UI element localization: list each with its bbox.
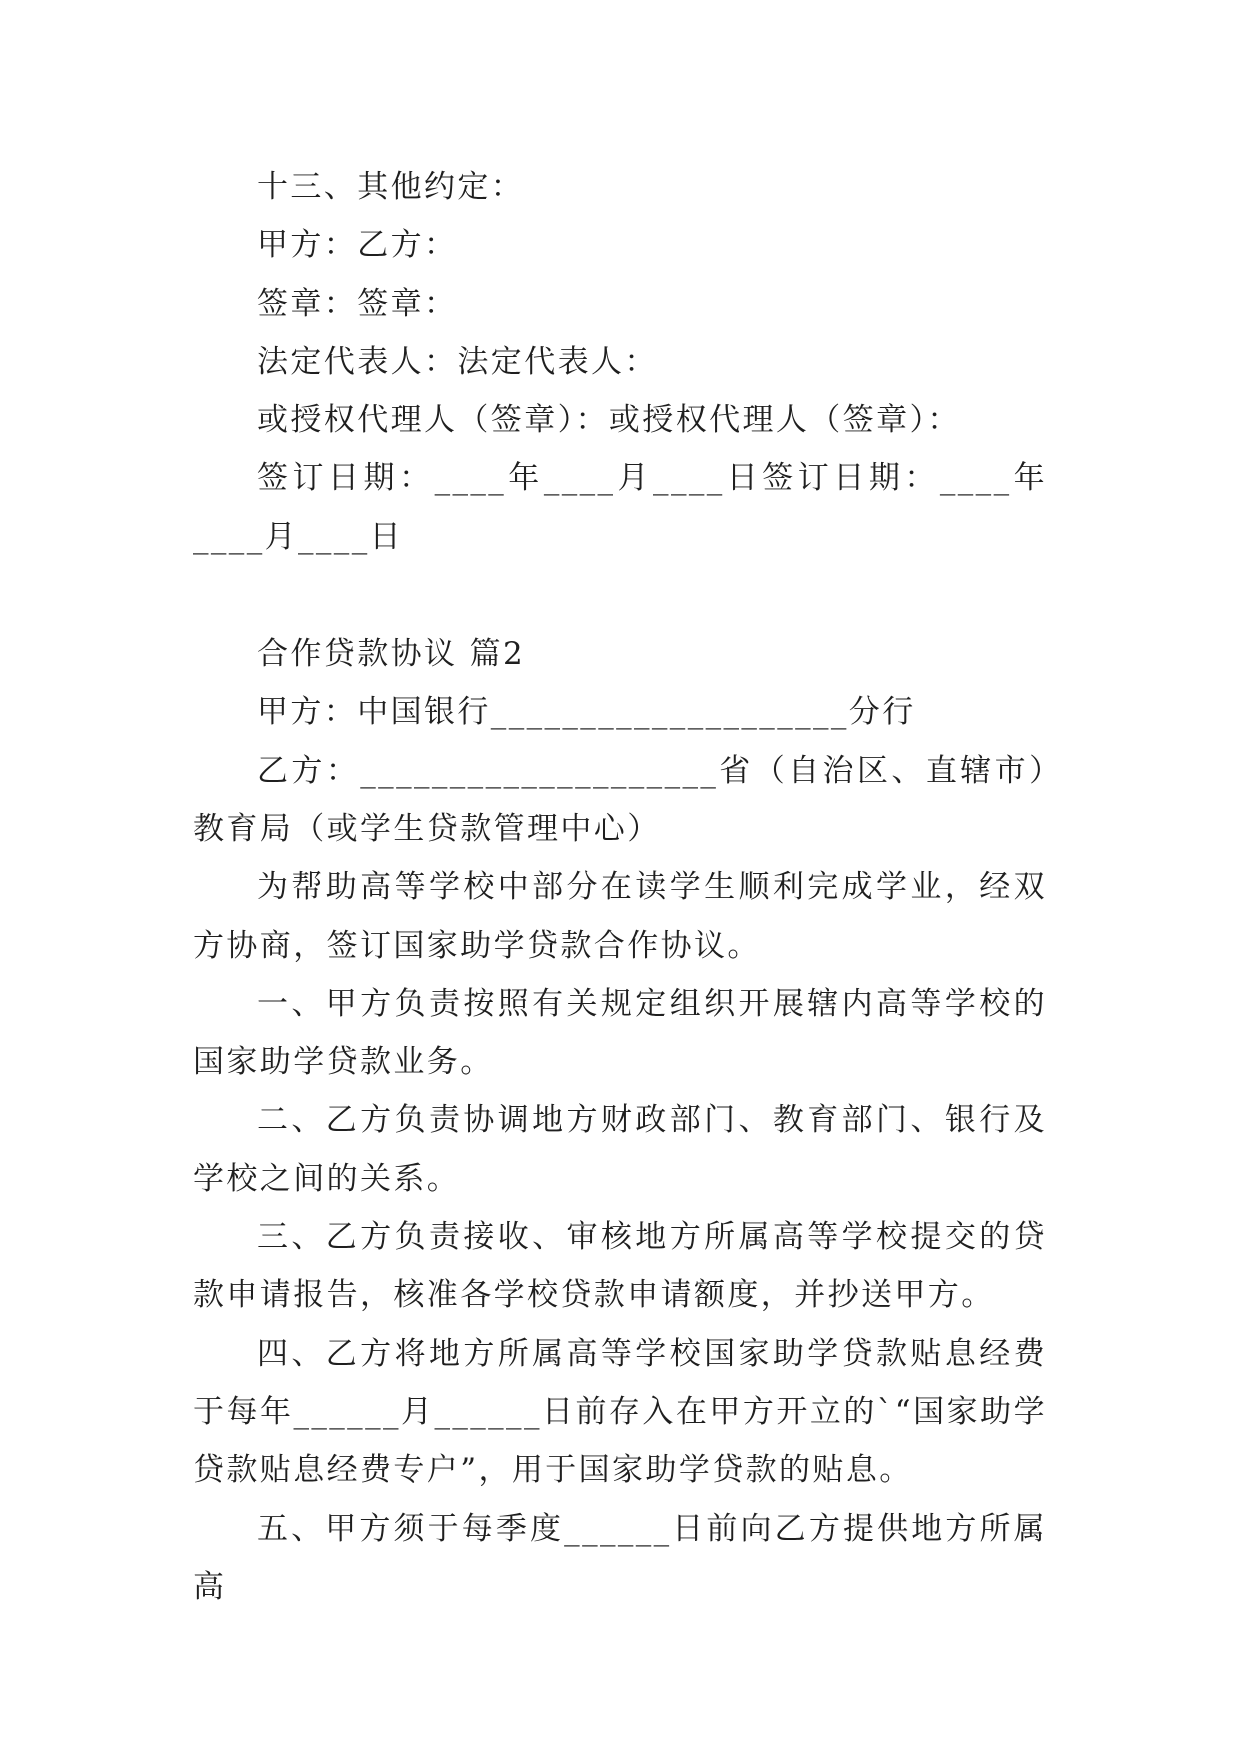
clause-3: 三、乙方负责接收、审核地方所属高等学校提交的贷款申请报告，核准各学校贷款申请额度，并抄送甲方。 [193, 1219, 1047, 1314]
clause-5: 五、甲方须于每季度______日前向乙方提供地方所属高 [193, 1510, 1047, 1605]
clause-1: 一、甲方负责按照有关规定组织开展辖内高等学校的国家助学贷款业务。 [193, 985, 1047, 1081]
party-a-line: 甲方：中国银行____________________分行 [257, 694, 916, 731]
signing-date-line: 签订日期：____年____月____日签订日期：____年____月____日 [193, 460, 1047, 555]
paragraph-gap [193, 566, 1047, 625]
parties-line: 甲方：乙方： [257, 227, 458, 264]
section-13-heading: 十三、其他约定： [257, 169, 525, 205]
clause-2: 二、乙方负责协调地方财政部门、教育部门、银行及学校之间的关系。 [193, 1102, 1047, 1197]
clause-4: 四、乙方将地方所属高等学校国家助学贷款贴息经费于每年______月______日前存入在甲方开立的`“国家助学贷款贴息经费专户”，用于国家助学贷款的贴息。 [193, 1335, 1047, 1489]
seal-line: 签章：签章： [257, 285, 458, 322]
party-b-line: 乙方：____________________省（自治区、直辖市）教育局（或学生贷款管理中心） [193, 752, 1047, 847]
legal-representative-line: 法定代表人：法定代表人： [257, 343, 658, 380]
authorized-agent-line: 或授权代理人（签章）：或授权代理人（签章）： [257, 402, 961, 439]
document-body [193, 158, 1047, 1616]
agreement-title: 合作贷款协议 篇2 [257, 636, 526, 673]
preamble-paragraph: 为帮助高等学校中部分在读学生顺利完成学业，经双方协商，签订国家助学贷款合作协议。 [193, 869, 1047, 964]
